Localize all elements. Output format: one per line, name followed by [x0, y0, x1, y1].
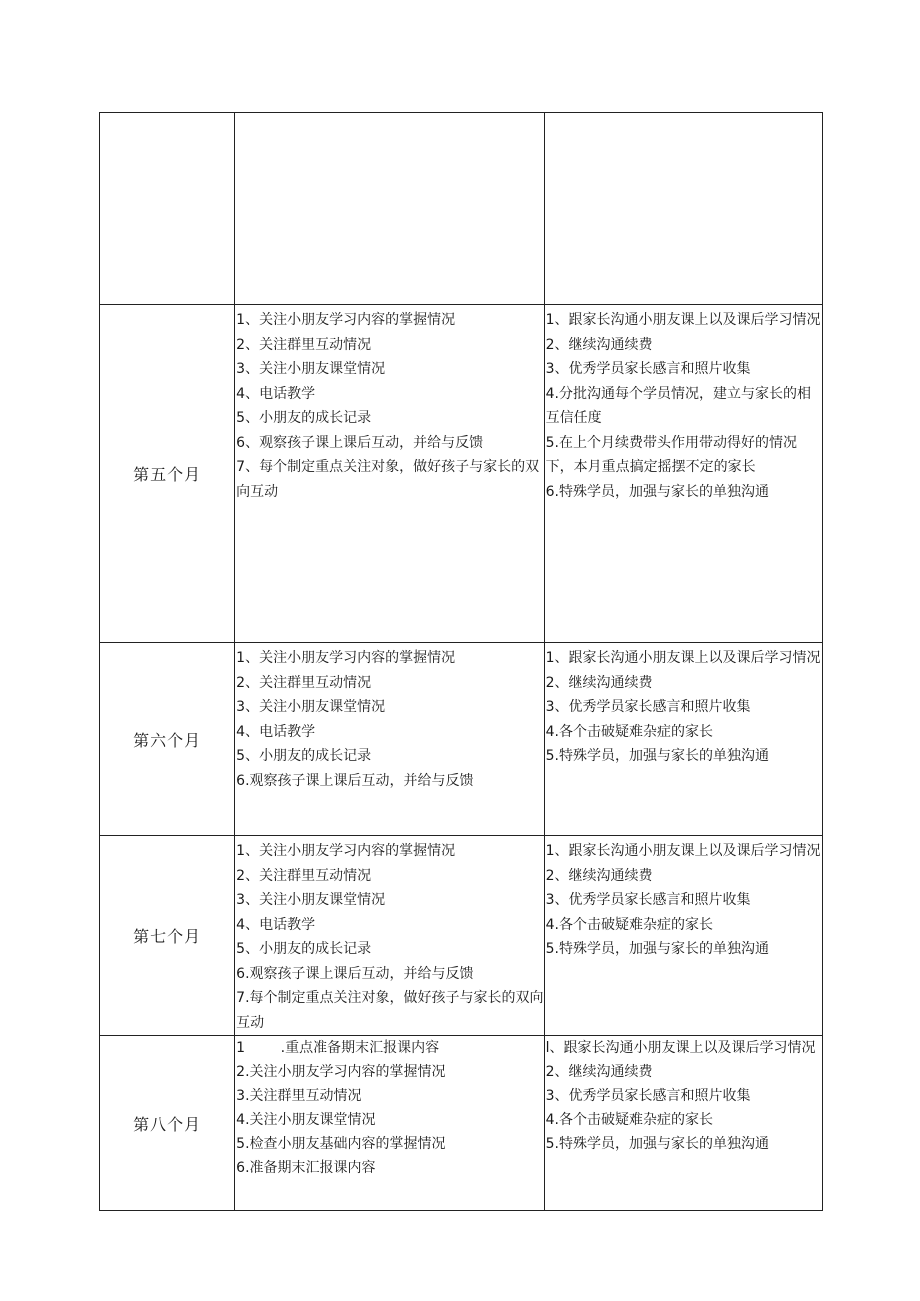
list-item: 2、继续沟通续费	[545, 336, 653, 353]
list-item: 7、每个制定重点关注对象，做好孩子与家长的双向互动	[236, 459, 540, 500]
list-item: 5.在上个月续费带头作用带动得好的情况下，本月重点搞定摇摆不定的家长	[545, 434, 797, 475]
student-focus-list	[235, 643, 543, 793]
list-item: 1、关注小朋友学习内容的掌握情况	[236, 650, 456, 666]
list-item: 6.特殊学员，加强与家长的单独沟通	[545, 483, 769, 500]
student-focus-cell	[235, 113, 544, 305]
month-cell: 第八个月	[100, 1036, 235, 1211]
list-item: 7.每个制定重点关注对象，做好孩子与家长的双向互动	[236, 990, 544, 1031]
month-cell: 第七个月	[100, 836, 235, 1036]
table-row	[100, 113, 823, 305]
list-item: 3、关注小朋友课堂情况	[236, 892, 386, 908]
list-item: 4、电话教学	[236, 723, 316, 740]
list-item: 2、关注群里互动情况	[236, 867, 372, 884]
student-focus-list	[235, 836, 543, 1035]
list-item: 5.检查小朋友基础内容的掌握情况	[236, 1136, 446, 1152]
list-item: 3、优秀学员家长感言和照片收集	[545, 699, 751, 715]
list-item: 5.特殊学员，加强与家长的单独沟通	[545, 1136, 769, 1152]
table-row	[100, 836, 823, 1036]
list-item: 4.各个击破疑难杂症的家长	[545, 723, 713, 740]
list-item: 3、优秀学员家长感言和照片收集	[545, 892, 751, 908]
student-focus-cell	[235, 643, 544, 836]
list-item: 2、继续沟通续费	[545, 867, 653, 884]
list-item: 5.特殊学员，加强与家长的单独沟通	[545, 748, 769, 764]
parent-communication-list	[545, 305, 822, 504]
list-item: 3、关注小朋友课堂情况	[236, 361, 386, 377]
table-row	[100, 1036, 823, 1211]
list-item: 2、继续沟通续费	[545, 1064, 653, 1080]
list-item: 3、优秀学员家长感言和照片收集	[545, 361, 751, 377]
list-item: 4.分批沟通每个学员情况，建立与家长的相互信任度	[545, 385, 811, 426]
list-item: 3、关注小朋友课堂情况	[236, 699, 386, 715]
list-item: 3、优秀学员家长感言和照片收集	[545, 1088, 751, 1104]
parent-communication-cell	[544, 113, 822, 305]
list-item: 6.观察孩子课上课后互动，并给与反馈	[236, 965, 474, 982]
list-item: 1 .重点准备期末汇报课内容	[236, 1040, 440, 1056]
list-item: 1、跟家长沟通小朋友课上以及课后学习情况	[545, 312, 821, 328]
list-item: 5、小朋友的成长记录	[236, 410, 372, 426]
parent-communication-cell	[544, 836, 822, 1036]
list-item: 2.关注小朋友学习内容的掌握情况	[236, 1064, 446, 1080]
parent-communication-cell	[544, 643, 822, 836]
parent-communication-list	[545, 643, 822, 769]
monthly-plan-table	[99, 112, 823, 1211]
student-focus-cell	[235, 305, 544, 643]
parent-communication-list	[545, 836, 822, 962]
list-item: 5、小朋友的成长记录	[236, 748, 372, 764]
student-focus-list	[235, 1036, 543, 1180]
table-row	[100, 305, 823, 643]
month-cell: 第六个月	[100, 643, 235, 836]
parent-communication-list	[545, 1036, 822, 1156]
list-item: 2、关注群里互动情况	[236, 336, 372, 353]
student-focus-list	[235, 305, 543, 504]
list-item: 2、继续沟通续费	[545, 674, 653, 691]
list-item: 1、关注小朋友学习内容的掌握情况	[236, 843, 456, 859]
list-item: 5、小朋友的成长记录	[236, 941, 372, 957]
month-cell: 第五个月	[100, 305, 235, 643]
student-focus-cell	[235, 1036, 544, 1211]
list-item: 6.准备期末汇报课内容	[236, 1160, 376, 1176]
parent-communication-cell	[544, 1036, 822, 1211]
list-item: 4、电话教学	[236, 916, 316, 933]
parent-communication-cell	[544, 305, 822, 643]
list-item: 2、关注群里互动情况	[236, 674, 372, 691]
list-item: l、跟家长沟通小朋友课上以及课后学习情况	[545, 1040, 816, 1056]
list-item: 5.特殊学员，加强与家长的单独沟通	[545, 941, 769, 957]
list-item: 6、观察孩子课上课后互动，并给与反馈	[236, 434, 484, 451]
table-row	[100, 643, 823, 836]
student-focus-cell	[235, 836, 544, 1036]
list-item: 1、跟家长沟通小朋友课上以及课后学习情况	[545, 843, 821, 859]
list-item: 3.关注群里互动情况	[236, 1088, 362, 1104]
list-item: 4、电话教学	[236, 385, 316, 402]
list-item: 1、跟家长沟通小朋友课上以及课后学习情况	[545, 650, 821, 666]
list-item: 4.关注小朋友课堂情况	[236, 1112, 376, 1128]
month-cell	[100, 113, 235, 305]
list-item: 4.各个击破疑难杂症的家长	[545, 916, 713, 933]
list-item: 6.观察孩子课上课后互动，并给与反馈	[236, 772, 474, 789]
list-item: 1、关注小朋友学习内容的掌握情况	[236, 312, 456, 328]
list-item: 4.各个击破疑难杂症的家长	[545, 1112, 713, 1128]
